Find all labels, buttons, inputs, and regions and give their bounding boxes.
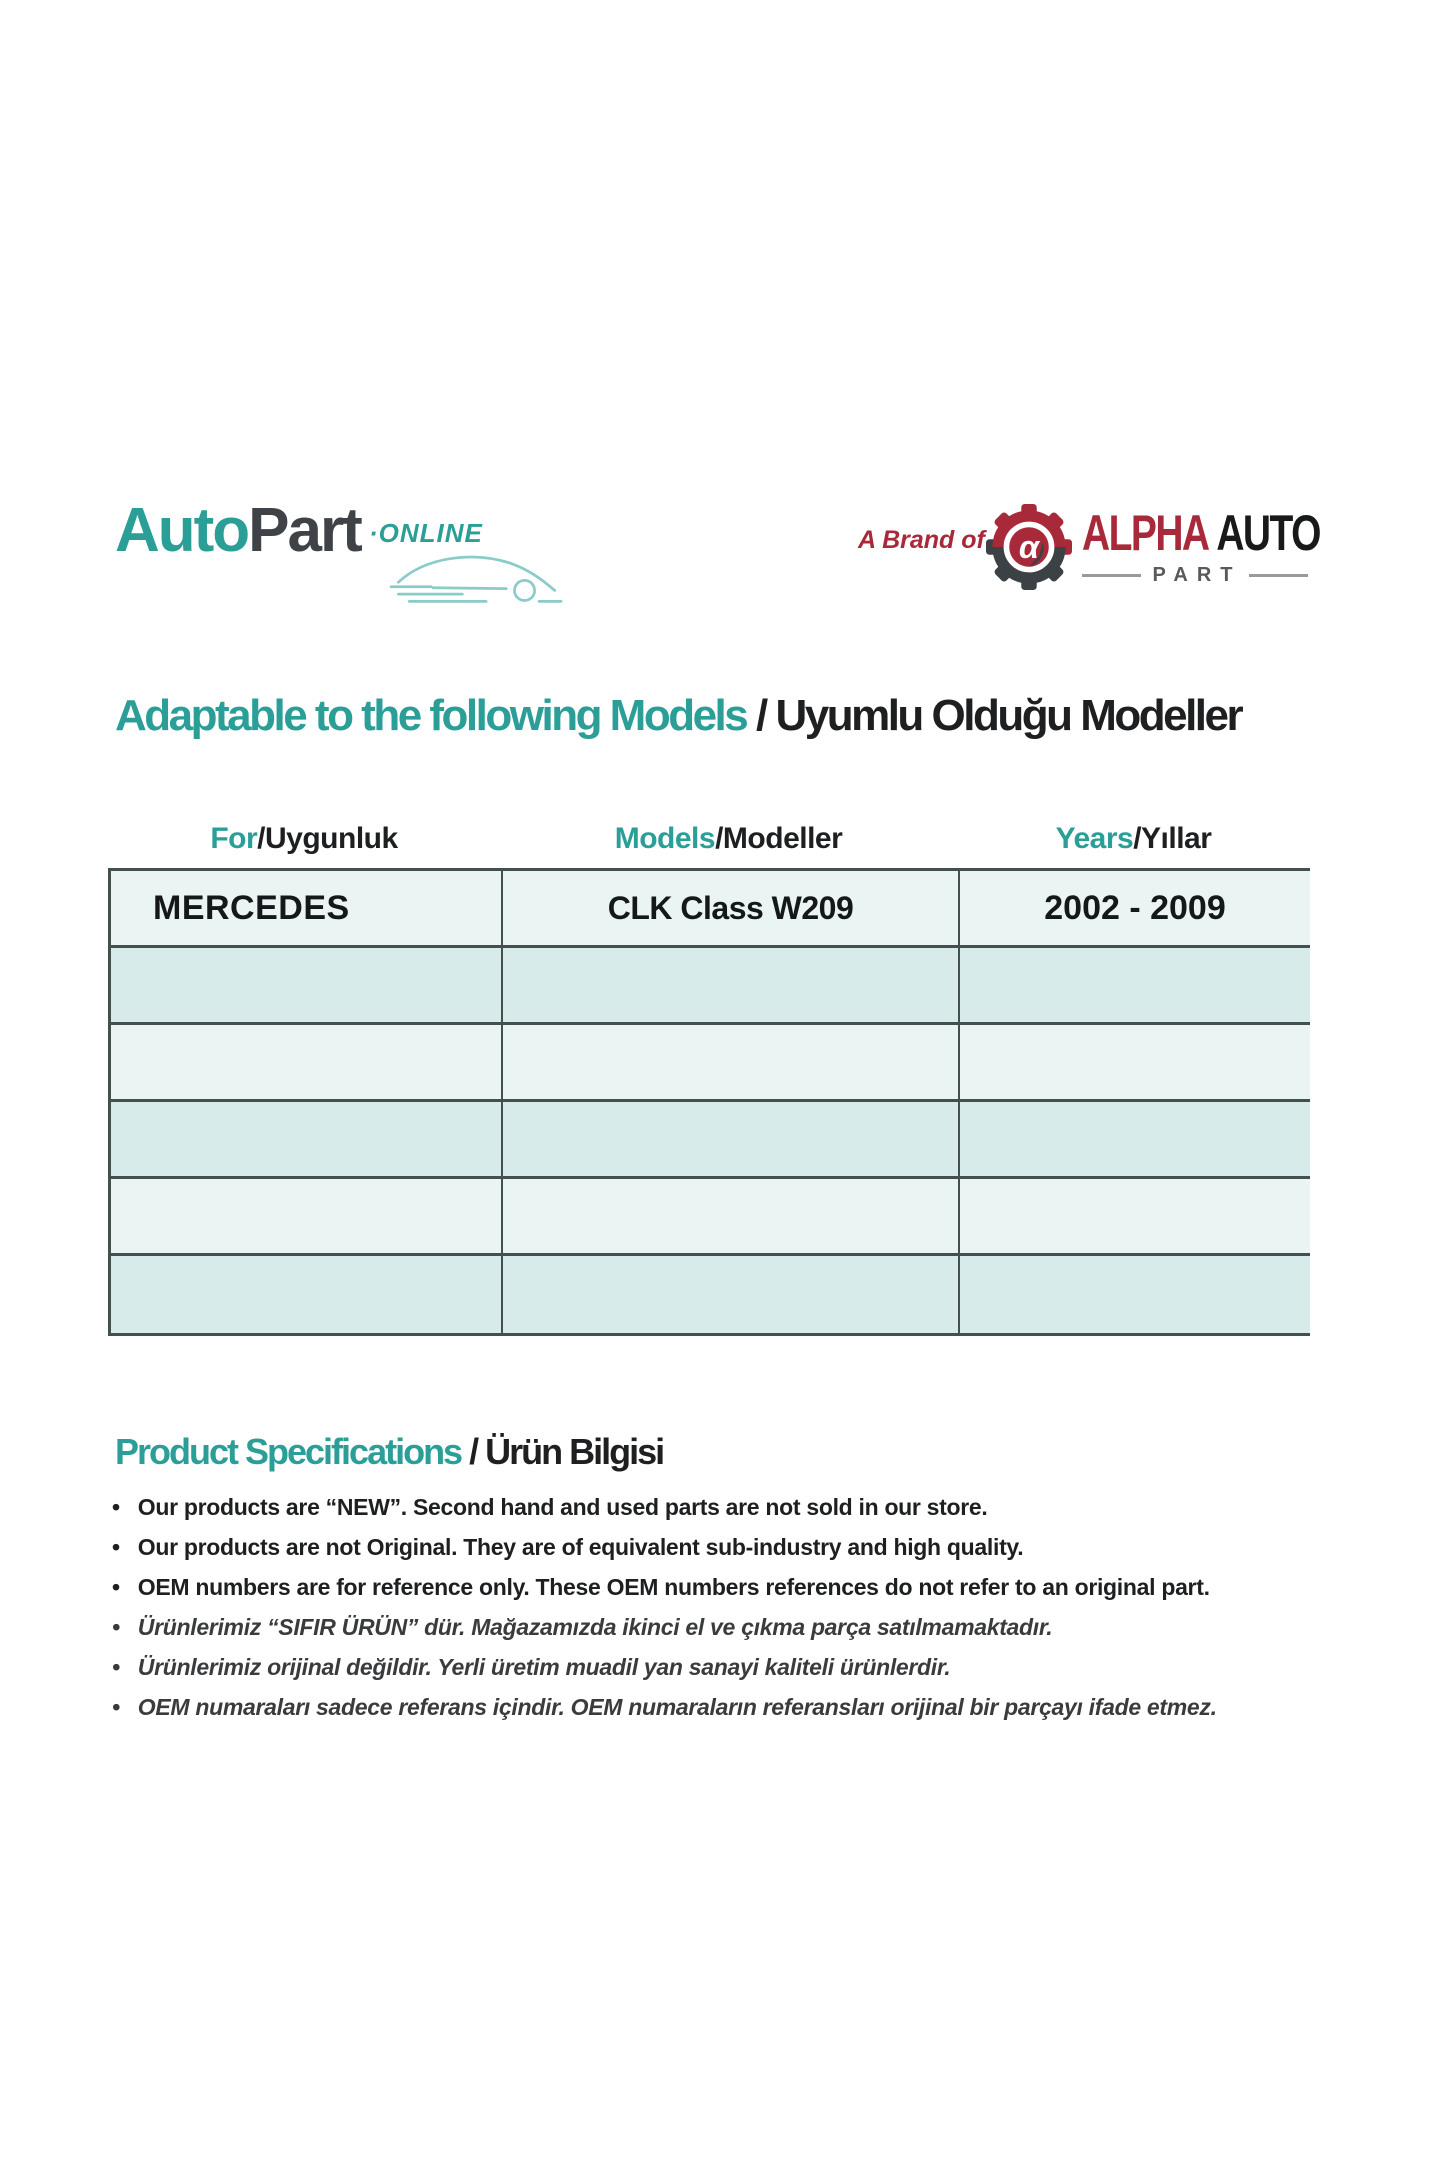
- list-item: [112, 1534, 1422, 1560]
- cell-model: [503, 948, 960, 1022]
- column-header-years-en: Years: [1055, 822, 1134, 855]
- cell-years: 2002 - 2009: [1044, 888, 1226, 927]
- models-title-sep: /: [746, 691, 776, 740]
- specs-title-sep: /: [461, 1431, 486, 1472]
- bullet-dot: •: [112, 1574, 120, 1600]
- cell-years: [960, 1179, 1310, 1253]
- bullet-dot: •: [112, 1534, 120, 1560]
- part-strip-line-right: [1249, 574, 1308, 577]
- cell-brand: [111, 1025, 503, 1099]
- specs-section-title: [115, 1432, 663, 1472]
- table-row: [111, 1025, 1310, 1102]
- cell-brand: [111, 1256, 503, 1333]
- cell-model: [503, 1256, 960, 1333]
- cell-brand: [111, 948, 503, 1022]
- cell-years: [960, 1102, 1310, 1176]
- part-strip-line-left: [1082, 574, 1141, 577]
- specs-title-tr: Ürün Bilgisi: [485, 1431, 664, 1472]
- table-row: [111, 871, 1310, 948]
- autopart-online-suffix: ·ONLINE: [369, 518, 483, 548]
- cell-brand: MERCEDES: [111, 871, 503, 945]
- column-header-for-sep: /: [257, 822, 265, 855]
- bullet-text-en: Our products are “NEW”. Second hand and used parts are not sold in our store.: [137, 1494, 988, 1520]
- models-title-en: Adaptable to the following Models: [115, 691, 747, 740]
- bullet-dot: •: [112, 1614, 120, 1640]
- bullet-text-tr: Ürünlerimiz orijinal değildir. Yerli üretim muadil yan sanayi kaliteli ürünlerdir.: [137, 1654, 951, 1680]
- list-item: [112, 1614, 1422, 1640]
- bullet-text-en: OEM numbers are for reference only. These OEM numbers references do not refer to an original part.: [137, 1574, 1210, 1600]
- column-header-for: [108, 818, 500, 860]
- autopart-wordmark-auto: Auto: [115, 496, 249, 565]
- cell-years: [960, 1256, 1310, 1333]
- cell-model: CLK Class W209: [503, 871, 960, 945]
- cell-brand: [111, 1102, 503, 1176]
- column-header-models-tr: Modeller: [722, 822, 843, 855]
- autopart-online-logo: [115, 496, 595, 610]
- column-header-for-tr: Uygunluk: [265, 822, 398, 855]
- models-title-tr: Uyumlu Olduğu Modeller: [775, 691, 1242, 740]
- autopart-wordmark-part: Part: [248, 496, 361, 565]
- cell-years: [960, 1025, 1310, 1099]
- part-strip-label: PART: [1152, 564, 1242, 586]
- column-header-years-tr: Yıllar: [1141, 822, 1212, 855]
- table-row: [111, 1102, 1310, 1179]
- column-header-for-en: For: [210, 822, 258, 855]
- cell-years: [960, 948, 1310, 1022]
- list-item: [112, 1654, 1422, 1680]
- alpha-wordmark-auto: AUTO: [1216, 505, 1320, 561]
- cell-brand: [111, 1179, 503, 1253]
- specs-title-en: Product Specifications: [115, 1431, 462, 1472]
- column-header-models-sep: /: [715, 822, 723, 855]
- bullet-text-tr: Ürünlerimiz “SIFIR ÜRÜN” dür. Mağazamızda ikinci el ve çıkma parça satılmamaktadır.: [137, 1614, 1053, 1640]
- table-row: [111, 1179, 1310, 1256]
- bullet-dot: •: [112, 1654, 120, 1680]
- list-item: [112, 1694, 1422, 1720]
- alpha-gear-icon: [986, 504, 1072, 590]
- car-sketch-icon: [377, 542, 577, 606]
- alpha-part-strip: [1082, 564, 1308, 587]
- alpha-auto-wordmark: [1082, 505, 1320, 561]
- table-row: [111, 948, 1310, 1025]
- cell-model: [503, 1025, 960, 1099]
- table-row: [111, 1256, 1310, 1333]
- cell-model: [503, 1179, 960, 1253]
- bullet-text-en: Our products are not Original. They are of equivalent sub-industry and high quality.: [137, 1534, 1024, 1560]
- column-header-years-sep: /: [1133, 822, 1142, 855]
- column-header-models-en: Models: [614, 822, 716, 855]
- list-item: [112, 1494, 1422, 1520]
- column-header-years: [957, 818, 1310, 860]
- cell-model: [503, 1102, 960, 1176]
- models-section-title: [115, 692, 1241, 740]
- bullet-dot: •: [112, 1694, 120, 1720]
- alpha-wordmark-alpha: ALPHA: [1082, 505, 1209, 561]
- column-header-models: [500, 818, 957, 860]
- bullet-dot: •: [112, 1494, 120, 1520]
- brand-of-label: A Brand of: [858, 526, 985, 554]
- list-item: [112, 1574, 1422, 1600]
- alpha-glyph: α: [1018, 528, 1040, 566]
- bullet-text-tr: OEM numaraları sadece referans içindir. OEM numaraların referansları orijinal bir parçayı ifade etmez.: [137, 1694, 1217, 1720]
- specs-bullet-list: [112, 1494, 1422, 1734]
- compatibility-table: [108, 868, 1310, 1336]
- models-table-header-row: [108, 818, 1310, 860]
